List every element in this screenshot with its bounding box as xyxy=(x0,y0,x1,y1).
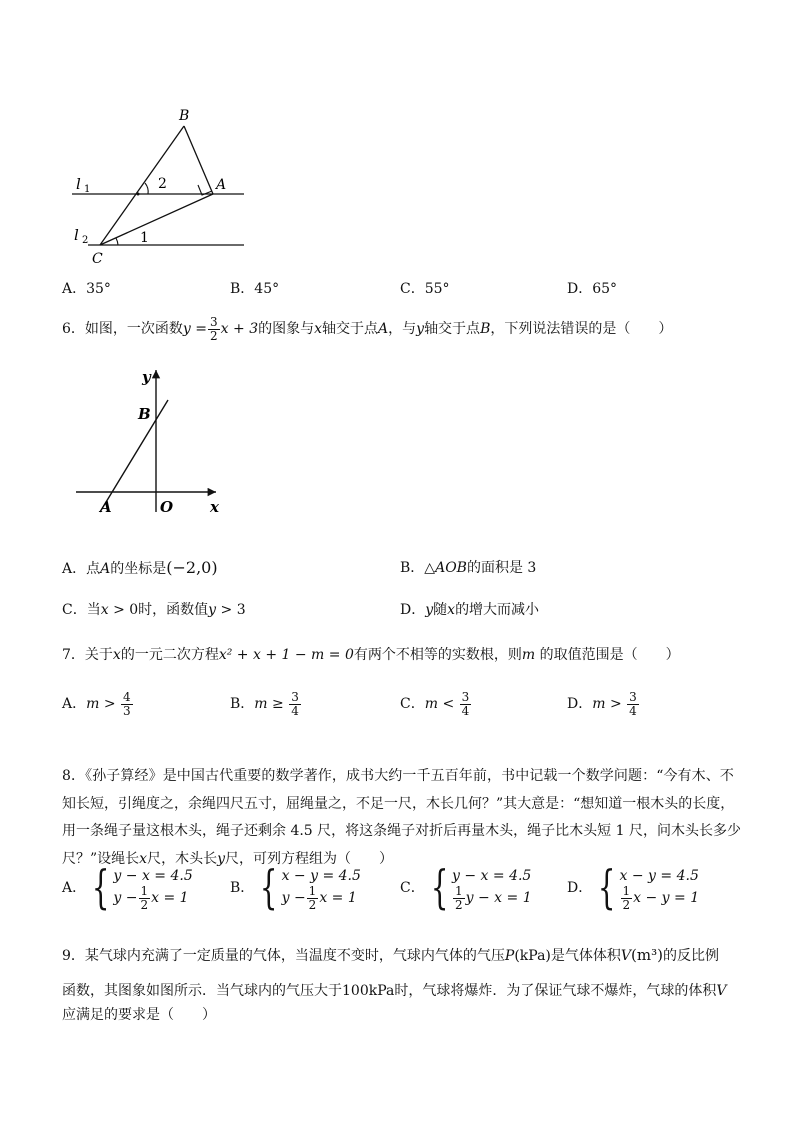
label-l2: l xyxy=(74,226,79,244)
q7-option-b[interactable]: B．m ≥ $\frac{3}{4}$ xyxy=(230,689,299,718)
brace-icon: { xyxy=(430,860,449,914)
q8-line-4-main-text: 尺？”设绳长x尺，木头长y尺，可列方程组为（ ） xyxy=(62,851,393,867)
label-y-axis: y xyxy=(142,368,151,386)
label-a: A xyxy=(216,177,227,193)
angle-2-arc xyxy=(145,183,148,194)
q5-option-b[interactable]: B．45° xyxy=(230,281,280,297)
angle-1-arc xyxy=(116,238,118,245)
function-line xyxy=(100,400,168,512)
q8-option-a[interactable]: A． { y − x = 4.5 y − $\frac{1}{2}$ x = 1 xyxy=(62,860,193,914)
q7-stem: 7．关于x的一元二次方程x² + x + 1 − m = 0有两个不相等的实数根，则m 的取值范围是（ ） xyxy=(62,647,680,663)
brace-icon: { xyxy=(91,860,110,914)
q8-line-3: 用一条绳子量这根木头，绳子还剩余 4.5 尺，将这条绳子对折后再量木头，绳子比木头短 1 尺，问木头长多少 xyxy=(62,823,741,839)
label-l1: l xyxy=(76,175,81,193)
q5-option-c[interactable]: C．55° xyxy=(400,281,450,297)
segment-ca xyxy=(100,194,213,245)
q8-line-1: 8．《孙子算经》是中国古代重要的数学著作，成书大约一千五百年前，书中记载一个数学问题：“今有木、不 xyxy=(62,768,734,784)
q5-figure xyxy=(66,105,256,270)
label-l2-sub: 2 xyxy=(82,235,89,246)
q9-line-2: 函数，其图象如图所示．当气球内的气压大于100kPa时，气球将爆炸．为了保证气球不爆炸，气球的体积V xyxy=(62,983,727,999)
label-c: C xyxy=(92,251,103,267)
q6-figure xyxy=(70,362,230,522)
brace-icon: { xyxy=(260,860,278,914)
segment-ba xyxy=(184,126,213,194)
q8-option-b[interactable]: B． { x − y = 4.5 y − $\frac{1}{2}$ x = 1 xyxy=(230,860,361,914)
label-origin: O xyxy=(160,498,174,516)
q7-option-a[interactable]: A．m > $\frac{4}{3}$ xyxy=(62,689,131,718)
q7-option-d[interactable]: D．m > $\frac{3}{4}$ xyxy=(567,689,637,718)
q6-option-c[interactable]: C．当x > 0时，函数值y > 3 xyxy=(62,602,246,618)
label-angle-2: 2 xyxy=(158,176,167,192)
brace-icon: { xyxy=(598,860,616,914)
q8-option-d[interactable]: D． { x − y = 4.5 $\frac{1}{2}$ x − y = 1 xyxy=(567,860,700,914)
q5-option-d[interactable]: D．65° xyxy=(567,281,618,297)
q6-option-a[interactable]: A．点A的坐标是(−2,0) xyxy=(62,558,218,577)
label-b: B xyxy=(179,108,190,124)
q8-option-c[interactable]: C． { y − x = 4.5 $\frac{1}{2}$ y − x = 1 xyxy=(400,860,532,914)
q8-line-2: 知长短，引绳度之，余绳四尺五寸，屈绳量之，不足一尺，木长几何？”其大意是：“想知道一根木头的长度， xyxy=(62,796,735,812)
q7-option-c[interactable]: C．m < $\frac{3}{4}$ xyxy=(400,689,470,718)
label-angle-1: 1 xyxy=(140,230,149,246)
q5-option-a[interactable]: A．35° xyxy=(62,281,111,297)
label-point-b: B xyxy=(138,405,151,423)
q6-option-b[interactable]: B．△AOB的面积是 3 xyxy=(400,560,537,576)
q9-line-3: 应满足的要求是（ ） xyxy=(62,1007,216,1023)
q6-fraction: $\frac{3}{2}$ xyxy=(210,314,218,343)
segment-cb xyxy=(100,126,184,245)
label-l1-sub: 1 xyxy=(84,184,91,195)
label-x-axis: x xyxy=(210,498,219,516)
q6-stem: 6．如图，一次函数y = $\frac{3}{2}$ x + 3的图象与x轴交于点A，与y轴交于点B，下列说法错误的是（ ） xyxy=(62,314,673,343)
q6-option-d[interactable]: D．y随x的增大而减小 xyxy=(400,602,540,618)
label-point-a: A xyxy=(100,498,112,516)
q9-line-1: 9．某气球内充满了一定质量的气体，当温度不变时，气球内气体的气压P(kPa)是气体体积V(m³)的反比例 xyxy=(62,946,719,964)
